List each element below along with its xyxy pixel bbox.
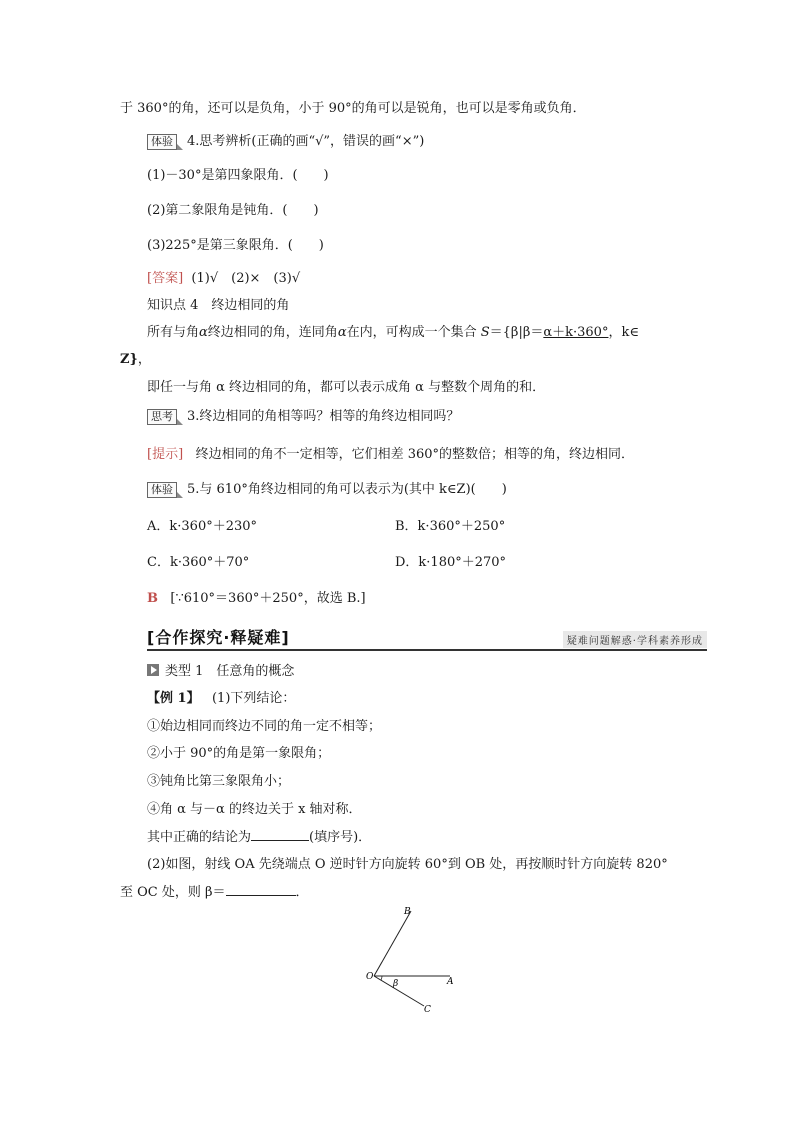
text-span: 至 OC 处，则 β＝ xyxy=(120,885,226,900)
text-span: 所有与角 xyxy=(147,325,200,340)
problem-2-line-b xyxy=(120,883,309,902)
text-line: 于 360°的角，还可以是负角，小于 90°的角可以是锐角，也可以是零角或负角． xyxy=(120,101,586,116)
answer-text: (1)√ (2)× (3)√ xyxy=(191,271,301,286)
answer-explanation: [∵610°＝360°＋250°，故选 B.] xyxy=(170,591,366,606)
ray-OB xyxy=(374,911,411,976)
angle-arc xyxy=(381,976,382,980)
tiyan-4-line xyxy=(147,133,424,151)
question-2: (2)第二象限角是钝角．( ) xyxy=(147,203,319,218)
section-subtitle: 疑难问题解惑·学科素养形成 xyxy=(563,631,707,648)
label-B: B xyxy=(404,907,411,917)
problem-2-line: (2)如图，射线 OA 先绕端点 O 逆时针方向旋转 60°到 OB 处，再按顺时针方向旋转 820° xyxy=(147,857,668,872)
tiyan-tag: 体验 xyxy=(147,482,177,498)
text-span: (填序号)． xyxy=(309,830,372,845)
hint-text: 终边相同的角不一定相等，它们相差 360°的整数倍；相等的角，终边相同． xyxy=(195,447,635,462)
sikao-tag: 思考 xyxy=(147,409,177,425)
text-span: ． xyxy=(295,885,309,900)
label-O: O xyxy=(366,972,374,982)
text-span: ， xyxy=(137,352,151,367)
type-1-heading xyxy=(147,663,294,681)
tiyan-text: 4.思考辨析(正确的画“√”，错误的画“×”) xyxy=(187,134,425,149)
sikao-line xyxy=(147,408,459,426)
fill-in-line xyxy=(147,828,371,847)
section-title: [合作探究·释疑难] xyxy=(147,628,290,647)
option-a: A．k·360°＋230° xyxy=(147,519,258,534)
ray-OC xyxy=(374,976,424,1006)
set-definition-end xyxy=(120,351,151,369)
label-beta: β xyxy=(393,979,399,989)
set-definition-line xyxy=(147,324,639,342)
text-span: 终边相同的角，连同角 xyxy=(207,325,338,340)
set-formula: α＋k·360° xyxy=(543,325,609,340)
answer-5-line xyxy=(147,590,366,608)
question-3: (3)225°是第三象限角．( ) xyxy=(147,238,324,253)
text-span: ，k∈ xyxy=(608,325,639,340)
tiyan-tag: 体验 xyxy=(147,134,177,150)
answer-letter: B xyxy=(147,591,158,606)
option-b: B．k·360°＋250° xyxy=(395,519,506,534)
hint-label: [提示] xyxy=(147,447,184,462)
type-1-text: 类型 1 任意角的概念 xyxy=(165,664,295,679)
set-equation: ＝{β|β＝ xyxy=(489,325,544,340)
text-span: 其中正确的结论为 xyxy=(147,830,252,845)
section-header xyxy=(147,625,707,651)
conclusion-4: ④角 α 与－α 的终边关于 x 轴对称． xyxy=(147,802,362,817)
explanation-line: 即任一与角 α 终边相同的角，都可以表示成角 α 与整数个周角的和． xyxy=(147,380,546,395)
example-text: (1)下列结论： xyxy=(211,691,296,706)
play-icon xyxy=(147,664,159,676)
conclusion-3: ③钝角比第三象限角小； xyxy=(147,774,291,789)
label-C: C xyxy=(424,1005,431,1015)
question-1: (1)－30°是第四象限角．( ) xyxy=(147,168,329,183)
set-symbol: S xyxy=(480,325,490,340)
label-A: A xyxy=(447,977,454,987)
answer-label: [答案] xyxy=(147,271,184,286)
option-d: D．k·180°＋270° xyxy=(395,555,507,570)
alpha-symbol: α xyxy=(199,325,208,340)
integer-set-symbol: Z} xyxy=(120,352,138,367)
example-1-line xyxy=(147,690,295,708)
example-label: 【例 1】 xyxy=(147,691,200,706)
angle-figure xyxy=(360,900,470,1015)
hint-line xyxy=(147,446,634,464)
answer-line xyxy=(147,270,300,288)
conclusion-2: ②小于 90°的角是第一象限角； xyxy=(147,746,331,761)
conclusion-1: ①始边相同而终边不同的角一定不相等； xyxy=(147,719,382,734)
answer-blank[interactable] xyxy=(226,883,296,896)
tiyan-text: 5.与 610°角终边相同的角可以表示为(其中 k∈Z)( ) xyxy=(187,482,507,497)
tiyan-5-line xyxy=(147,481,507,499)
alpha-symbol: α xyxy=(337,325,347,340)
answer-blank[interactable] xyxy=(251,828,309,841)
sikao-text: 3.终边相同的角相等吗？相等的角终边相同吗？ xyxy=(187,409,460,424)
knowledge-point-4: 知识点 4 终边相同的角 xyxy=(147,298,290,313)
text-span: 在内，可构成一个集合 xyxy=(346,325,477,340)
option-c: C．k·360°＋70° xyxy=(147,555,250,570)
